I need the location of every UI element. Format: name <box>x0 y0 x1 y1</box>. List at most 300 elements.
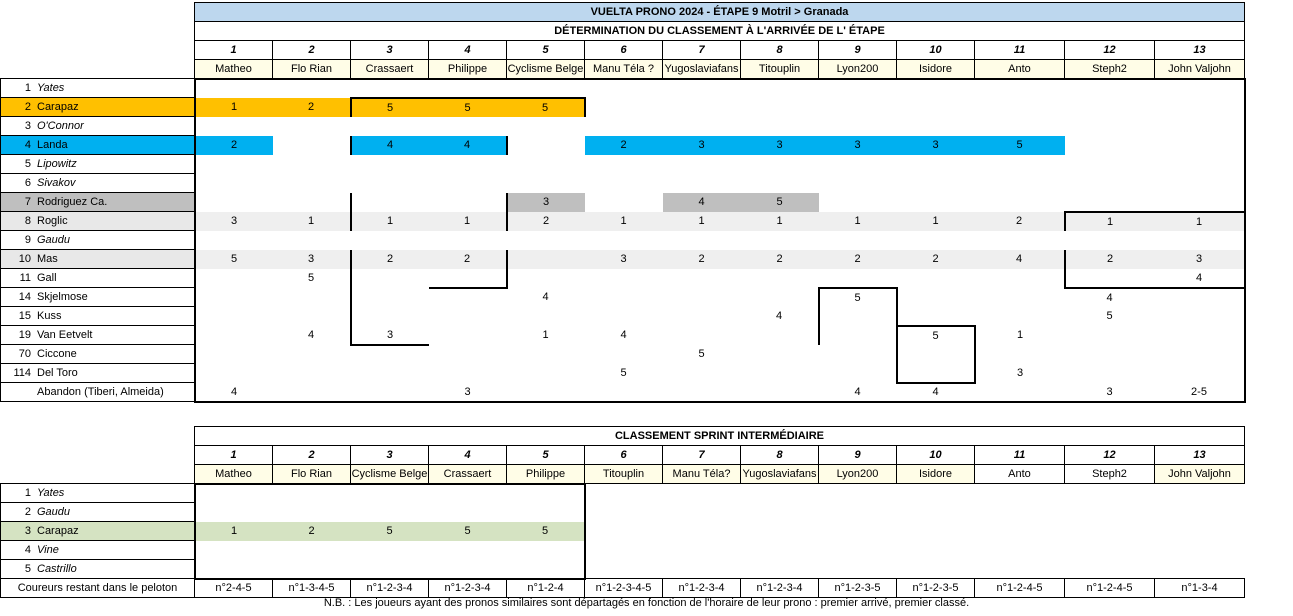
prono-cell <box>195 307 273 326</box>
prono-cell <box>897 345 975 364</box>
prono-cell: 4 <box>819 383 897 402</box>
sprint-prono-cell <box>897 503 975 522</box>
sprint-player-name-2: Flo Rian <box>273 465 351 484</box>
prono-cell: 5 <box>273 269 351 288</box>
prono-cell <box>1155 98 1245 117</box>
prono-cell <box>819 269 897 288</box>
prono-cell <box>273 288 351 307</box>
prono-cell: 4 <box>351 136 429 155</box>
rider-number: 5 <box>24 158 31 170</box>
sprint-prono-cell <box>897 560 975 579</box>
sprint-player-name-12: Steph2 <box>1065 465 1155 484</box>
prono-cell: 4 <box>975 250 1065 269</box>
rider-name: Yates <box>37 487 65 499</box>
player-number-11: 11 <box>975 41 1065 60</box>
sprint-prono-cell <box>741 503 819 522</box>
rider-number: 70 <box>18 348 31 360</box>
sprint-player-number-12: 12 <box>1065 446 1155 465</box>
player-name-3: Crassaert <box>351 60 429 79</box>
rider-label <box>1 345 195 364</box>
sprint-prono-cell: 5 <box>507 522 585 541</box>
sprint-prono-cell <box>585 522 663 541</box>
sprint-prono-cell <box>741 484 819 503</box>
prono-cell <box>1155 174 1245 193</box>
prono-cell <box>819 193 897 212</box>
prono-cell <box>1155 79 1245 98</box>
player-number-row <box>1 41 1245 60</box>
prono-cell <box>195 193 273 212</box>
prono-cell: 4 <box>429 136 507 155</box>
prono-cell <box>429 79 507 98</box>
sprint-prono-cell <box>351 484 429 503</box>
player-number-6: 6 <box>585 41 663 60</box>
rider-number: 15 <box>18 310 31 322</box>
prono-cell <box>819 117 897 136</box>
prono-cell <box>897 307 975 326</box>
footnote: N.B. : Les joueurs ayant des pronos similaires sont départagés en fonction de l'horaire de leur prono : premier arrivé, premier classé. <box>323 597 970 609</box>
prono-cell: 5 <box>897 326 975 345</box>
prono-cell <box>975 231 1065 250</box>
prono-cell: 5 <box>1065 307 1155 326</box>
peloton-value-2: n°1-3-4-5 <box>273 579 351 598</box>
prono-cell <box>819 345 897 364</box>
rider-label <box>1 484 195 503</box>
prono-cell <box>819 326 897 345</box>
rider-label <box>1 231 195 250</box>
prono-cell <box>429 269 507 288</box>
prono-cell: 1 <box>195 98 273 117</box>
prono-cell <box>1155 326 1245 345</box>
player-name-row <box>1 60 1245 79</box>
prono-cell <box>975 79 1065 98</box>
prono-cell <box>195 269 273 288</box>
player-number-13: 13 <box>1155 41 1245 60</box>
prono-cell <box>741 174 819 193</box>
rider-number: 9 <box>24 234 31 246</box>
prono-cell <box>351 288 429 307</box>
sprint-player-name-11: Anto <box>975 465 1065 484</box>
sprint-player-number-5: 5 <box>507 446 585 465</box>
sprint-prono-cell <box>273 541 351 560</box>
prono-cell <box>663 326 741 345</box>
prono-cell <box>273 231 351 250</box>
prono-cell <box>741 155 819 174</box>
player-name-6: Manu Téla ? <box>585 60 663 79</box>
peloton-value-13: n°1-3-4 <box>1155 579 1245 598</box>
sprint-prono-cell <box>585 560 663 579</box>
prono-cell <box>585 288 663 307</box>
prono-cell <box>585 174 663 193</box>
sprint-player-name-4: Crassaert <box>429 465 507 484</box>
prono-cell: 1 <box>819 212 897 231</box>
sprint-player-number-13: 13 <box>1155 446 1245 465</box>
prono-cell <box>585 269 663 288</box>
rider-label <box>1 307 195 326</box>
rider-name: Lipowitz <box>37 158 77 170</box>
rider-label <box>1 522 195 541</box>
sprint-prono-cell <box>1065 522 1155 541</box>
peloton-value-10: n°1-2-3-5 <box>897 579 975 598</box>
rider-label <box>1 212 195 231</box>
spacer-cell <box>1 3 195 22</box>
sprint-player-name-10: Isidore <box>897 465 975 484</box>
player-name-10: Isidore <box>897 60 975 79</box>
prono-cell: 2 <box>351 250 429 269</box>
sprint-player-number-9: 9 <box>819 446 897 465</box>
sprint-prono-cell <box>195 541 273 560</box>
prono-cell <box>507 155 585 174</box>
player-number-3: 3 <box>351 41 429 60</box>
prono-cell <box>1065 98 1155 117</box>
prono-cell <box>585 345 663 364</box>
sprint-prono-cell <box>273 503 351 522</box>
rider-label <box>1 174 195 193</box>
prono-cell <box>663 98 741 117</box>
prono-cell: 5 <box>819 288 897 307</box>
rider-name: Ciccone <box>37 348 77 360</box>
prono-cell <box>741 98 819 117</box>
prono-cell: 2 <box>273 98 351 117</box>
prono-cell: 1 <box>507 326 585 345</box>
prono-cell: 1 <box>273 212 351 231</box>
prono-cell <box>741 269 819 288</box>
rider-label <box>1 136 195 155</box>
prono-cell <box>741 288 819 307</box>
prono-cell <box>507 136 585 155</box>
player-number-7: 7 <box>663 41 741 60</box>
peloton-value-3: n°1-2-3-4 <box>351 579 429 598</box>
prono-cell <box>897 288 975 307</box>
prono-cell <box>507 345 585 364</box>
prono-cell <box>819 98 897 117</box>
prono-cell <box>975 174 1065 193</box>
prono-cell: 4 <box>1065 288 1155 307</box>
sprint-player-name-7: Manu Téla? <box>663 465 741 484</box>
sprint-prono-cell <box>507 484 585 503</box>
sprint-player-name-row <box>1 465 1245 484</box>
sprint-prono-cell <box>273 560 351 579</box>
prono-cell: 4 <box>507 288 585 307</box>
player-number-8: 8 <box>741 41 819 60</box>
prono-cell <box>429 174 507 193</box>
prono-cell: 1 <box>975 326 1065 345</box>
rider-label <box>1 560 195 579</box>
sprint-prono-cell <box>975 522 1065 541</box>
sprint-prono-cell <box>1065 484 1155 503</box>
sprint-prono-cell <box>585 541 663 560</box>
prono-cell <box>351 345 429 364</box>
prono-cell <box>741 231 819 250</box>
rider-name: Carapaz <box>37 525 79 537</box>
rider-label <box>1 193 195 212</box>
prono-cell <box>585 155 663 174</box>
rider-number: 4 <box>24 139 31 151</box>
prono-cell: 4 <box>195 383 273 402</box>
player-name-12: Steph2 <box>1065 60 1155 79</box>
prono-cell <box>975 383 1065 402</box>
sprint-player-name-13: John Valjohn <box>1155 465 1245 484</box>
sprint-prono-cell <box>819 503 897 522</box>
rider-number: 11 <box>19 272 31 284</box>
prono-cell: 3 <box>507 193 585 212</box>
rider-name: Kuss <box>37 310 62 322</box>
prono-cell <box>429 288 507 307</box>
prono-cell <box>273 79 351 98</box>
rider-name: Gaudu <box>37 234 71 246</box>
sprint-player-name-6: Titouplin <box>585 465 663 484</box>
prono-cell <box>1065 155 1155 174</box>
spacer-cell <box>1 446 195 465</box>
prono-cell <box>1065 79 1155 98</box>
prono-cell <box>1155 136 1245 155</box>
rider-name: Yates <box>37 82 65 94</box>
sprint-prono-cell <box>1155 522 1245 541</box>
prono-cell <box>429 193 507 212</box>
table-row <box>1 174 1245 193</box>
prono-cell <box>663 117 741 136</box>
prono-cell: 2 <box>1065 250 1155 269</box>
player-number-1: 1 <box>195 41 273 60</box>
prono-cell <box>507 250 585 269</box>
prono-cell <box>1155 364 1245 383</box>
prono-cell: 4 <box>1155 269 1245 288</box>
prono-cell <box>507 307 585 326</box>
prono-cell <box>195 326 273 345</box>
sprint-prono-cell <box>1155 541 1245 560</box>
prono-cell: 1 <box>429 212 507 231</box>
prono-cell <box>819 155 897 174</box>
prono-cell <box>1155 231 1245 250</box>
prono-cell: 5 <box>507 98 585 117</box>
peloton-value-8: n°1-2-3-4 <box>741 579 819 598</box>
prono-cell: 5 <box>585 364 663 383</box>
sprint-prono-cell <box>663 560 741 579</box>
prono-cell <box>819 79 897 98</box>
prono-cell <box>195 231 273 250</box>
prono-cell: 1 <box>741 212 819 231</box>
table-row <box>1 117 1245 136</box>
prono-cell <box>429 345 507 364</box>
peloton-label: Coureurs restant dans le peloton <box>1 579 195 598</box>
prono-cell <box>1065 136 1155 155</box>
rider-name: Skjelmose <box>37 291 88 303</box>
prono-cell <box>741 383 819 402</box>
prono-cell <box>897 98 975 117</box>
prono-cell <box>195 174 273 193</box>
sprint-prono-cell <box>663 503 741 522</box>
sprint-prono-cell: 2 <box>273 522 351 541</box>
rider-name: Mas <box>37 253 58 265</box>
spacer-cell <box>1 22 195 41</box>
table-row <box>1 383 1245 402</box>
prono-cell <box>1065 269 1155 288</box>
sprint-player-name-5: Philippe <box>507 465 585 484</box>
prono-cell <box>429 326 507 345</box>
prono-cell <box>429 117 507 136</box>
intermediate-sprint-table <box>0 426 1245 598</box>
sprint-prono-cell <box>585 503 663 522</box>
prono-cell <box>897 231 975 250</box>
sprint-player-number-row <box>1 446 1245 465</box>
player-name-1: Matheo <box>195 60 273 79</box>
prono-cell: 2 <box>507 212 585 231</box>
prono-cell: 3 <box>195 212 273 231</box>
prono-cell: 1 <box>1155 212 1245 231</box>
page-title: VUELTA PRONO 2024 - ÉTAPE 9 Motril > Granada <box>195 3 1245 22</box>
sprint-title-row <box>1 427 1245 446</box>
prono-cell <box>429 364 507 383</box>
prono-cell: 3 <box>975 364 1065 383</box>
player-number-10: 10 <box>897 41 975 60</box>
prono-cell <box>507 364 585 383</box>
sprint-prono-cell <box>429 503 507 522</box>
prono-cell: 5 <box>663 345 741 364</box>
prono-cell: 5 <box>741 193 819 212</box>
prono-cell <box>273 136 351 155</box>
rider-number: 14 <box>18 291 31 303</box>
sprint-player-number-8: 8 <box>741 446 819 465</box>
table-row <box>1 560 1245 579</box>
prono-cell <box>663 231 741 250</box>
player-name-2: Flo Rian <box>273 60 351 79</box>
prono-cell <box>741 326 819 345</box>
rider-name: Rodriguez Ca. <box>37 196 108 208</box>
prono-cell: 2 <box>975 212 1065 231</box>
sprint-prono-cell <box>351 541 429 560</box>
sprint-prono-cell <box>351 560 429 579</box>
peloton-value-4: n°1-2-3-4 <box>429 579 507 598</box>
prono-cell: 4 <box>585 326 663 345</box>
prono-cell <box>351 193 429 212</box>
prono-cell: 3 <box>897 136 975 155</box>
sprint-prono-cell <box>897 522 975 541</box>
prono-cell <box>741 117 819 136</box>
table-row <box>1 193 1245 212</box>
rider-name: Abandon (Tiberi, Almeida) <box>37 386 164 398</box>
prono-cell: 3 <box>741 136 819 155</box>
prono-cell <box>351 364 429 383</box>
prono-cell: 3 <box>663 136 741 155</box>
rider-label <box>1 288 195 307</box>
prono-cell: 5 <box>429 98 507 117</box>
prono-cell <box>585 79 663 98</box>
peloton-value-7: n°1-2-3-4 <box>663 579 741 598</box>
prono-cell: 1 <box>663 212 741 231</box>
sprint-prono-cell <box>429 484 507 503</box>
table-row <box>1 364 1245 383</box>
rider-number: 1 <box>24 82 31 94</box>
prono-cell <box>663 155 741 174</box>
rider-label <box>1 503 195 522</box>
rider-number: 8 <box>24 215 31 227</box>
sprint-player-number-2: 2 <box>273 446 351 465</box>
prono-cell <box>819 307 897 326</box>
table-row <box>1 541 1245 560</box>
prono-cell <box>663 269 741 288</box>
prono-cell: 4 <box>897 383 975 402</box>
prono-cell <box>507 383 585 402</box>
prono-cell <box>507 79 585 98</box>
prono-cell <box>1155 288 1245 307</box>
rider-name: Roglic <box>37 215 68 227</box>
sprint-prono-cell <box>975 484 1065 503</box>
prono-cell <box>1155 307 1245 326</box>
peloton-value-5: n°1-2-4 <box>507 579 585 598</box>
sprint-prono-cell <box>1155 560 1245 579</box>
player-number-4: 4 <box>429 41 507 60</box>
player-number-9: 9 <box>819 41 897 60</box>
sprint-player-name-9: Lyon200 <box>819 465 897 484</box>
table-row <box>1 79 1245 98</box>
rider-label <box>1 364 195 383</box>
sprint-player-number-1: 1 <box>195 446 273 465</box>
prono-cell <box>819 174 897 193</box>
table-row <box>1 345 1245 364</box>
prono-cell <box>273 117 351 136</box>
prono-cell <box>663 307 741 326</box>
rider-number: 3 <box>24 120 31 132</box>
prono-cell <box>273 155 351 174</box>
stage-ranking-table <box>0 2 1246 403</box>
prono-cell <box>975 193 1065 212</box>
rider-label <box>1 98 195 117</box>
prono-cell: 1 <box>1065 212 1155 231</box>
peloton-value-12: n°1-2-4-5 <box>1065 579 1155 598</box>
peloton-value-1: n°2-4-5 <box>195 579 273 598</box>
prono-cell <box>273 383 351 402</box>
prono-cell <box>351 79 429 98</box>
prono-cell <box>585 383 663 402</box>
prono-cell: 3 <box>273 250 351 269</box>
prono-cell <box>1155 193 1245 212</box>
sprint-prono-cell: 1 <box>195 522 273 541</box>
sprint-player-number-3: 3 <box>351 446 429 465</box>
sprint-player-number-7: 7 <box>663 446 741 465</box>
rider-name: Gall <box>37 272 57 284</box>
sprint-prono-cell <box>429 541 507 560</box>
sprint-prono-cell <box>507 541 585 560</box>
rider-name: Gaudu <box>37 506 71 518</box>
prono-cell: 2 <box>663 250 741 269</box>
prono-cell <box>897 155 975 174</box>
prono-cell: 2 <box>819 250 897 269</box>
prono-cell: 5 <box>195 250 273 269</box>
sprint-prono-cell <box>507 503 585 522</box>
sprint-prono-cell <box>975 503 1065 522</box>
prono-cell <box>429 307 507 326</box>
prono-cell <box>897 174 975 193</box>
prono-cell: 3 <box>585 250 663 269</box>
sprint-prono-cell <box>195 560 273 579</box>
table-row <box>1 522 1245 541</box>
sprint-prono-cell <box>819 522 897 541</box>
prono-cell <box>429 231 507 250</box>
sprint-prono-cell <box>1155 503 1245 522</box>
prono-cell <box>585 231 663 250</box>
sprint-prono-cell <box>429 560 507 579</box>
sprint-prono-cell <box>663 522 741 541</box>
prono-cell: 5 <box>975 136 1065 155</box>
prono-cell: 3 <box>819 136 897 155</box>
player-number-5: 5 <box>507 41 585 60</box>
rider-number: 114 <box>13 367 31 379</box>
sprint-player-number-4: 4 <box>429 446 507 465</box>
prono-cell <box>507 231 585 250</box>
sprint-prono-cell <box>975 560 1065 579</box>
rider-name: Van Eetvelt <box>37 329 93 341</box>
prono-cell <box>195 345 273 364</box>
table-row <box>1 155 1245 174</box>
